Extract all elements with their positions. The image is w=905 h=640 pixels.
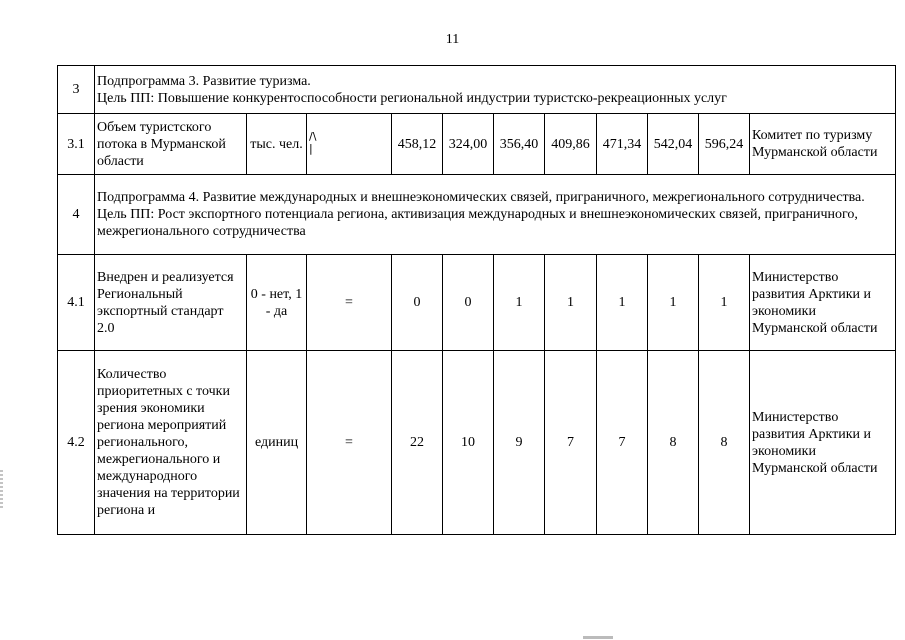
table-row (58, 175, 896, 255)
row-number: 3.1 (58, 114, 95, 175)
row-number: 4.2 (58, 351, 95, 535)
table-row (58, 351, 896, 535)
row-number: 4 (58, 175, 95, 255)
page-number: 11 (445, 32, 460, 47)
value-cell: 7 (545, 351, 597, 535)
value-cell: 409,86 (545, 114, 597, 175)
value-cell: 8 (648, 351, 699, 535)
value-cell: 542,04 (648, 114, 699, 175)
subprogram-goal: Цель ПП: Повышение конкурентоспособности региональной индустрии туристско-рекреационных услуг (97, 90, 727, 106)
value-cell: 8 (699, 351, 750, 535)
value-cell: 471,34 (597, 114, 648, 175)
unit-cell: единиц (247, 351, 307, 535)
indicator-name: Внедрен и реализуется Региональный экспортный стандарт 2.0 (95, 255, 247, 351)
value-cell: 1 (699, 255, 750, 351)
responsible-cell: Министерство развития Арктики и экономики Мурманской области (750, 351, 896, 535)
value-cell: 1 (597, 255, 648, 351)
value-cell: 22 (392, 351, 443, 535)
row-number: 4.1 (58, 255, 95, 351)
value-cell: 7 (597, 351, 648, 535)
responsible-cell: Комитет по туризму Мурманской области (750, 114, 896, 175)
responsible-cell: Министерство развития Арктики и экономики Мурманской области (750, 255, 896, 351)
trend-cell: = (307, 255, 392, 351)
section-heading (95, 66, 896, 114)
section-heading (95, 175, 896, 255)
row-number: 3 (58, 66, 95, 114)
value-cell: 596,24 (699, 114, 750, 175)
value-cell: 458,12 (392, 114, 443, 175)
trend-cell: = (307, 351, 392, 535)
value-cell: 10 (443, 351, 494, 535)
indicators-table (57, 65, 896, 535)
table-row (58, 255, 896, 351)
value-cell: 324,00 (443, 114, 494, 175)
table-row (58, 114, 896, 175)
value-cell: 1 (494, 255, 545, 351)
table-row (58, 66, 896, 114)
value-cell: 1 (545, 255, 597, 351)
subprogram-title: Подпрограмма 3. Развитие туризма. (97, 73, 311, 89)
unit-cell: тыс. чел. (247, 114, 307, 175)
trend-up-icon: /\ | (309, 130, 317, 155)
unit-cell: 0 - нет, 1 - да (247, 255, 307, 351)
indicator-name: Объем туристского потока в Мурманской области (95, 114, 247, 175)
subprogram-title: Подпрограмма 4. Развитие международных и внешнеэкономических связей, приграничного, межрегионального сотрудничества. (97, 190, 865, 205)
scan-bottom-mark (583, 636, 613, 639)
value-cell: 0 (392, 255, 443, 351)
value-cell: 0 (443, 255, 494, 351)
value-cell: 9 (494, 351, 545, 535)
value-cell: 1 (648, 255, 699, 351)
value-cell: 356,40 (494, 114, 545, 175)
trend-cell (307, 114, 392, 175)
indicator-name: Количество приоритетных с точки зрения экономики региона мероприятий регионального, межрегионального и международного значения на территории региона и (95, 351, 247, 535)
subprogram-goal: Цель ПП: Рост экспортного потенциала региона, активизация международных и внешнеэкономических связей, приграничного, межрегионального сотрудничества (97, 207, 858, 239)
scan-edge-mark (0, 470, 3, 510)
